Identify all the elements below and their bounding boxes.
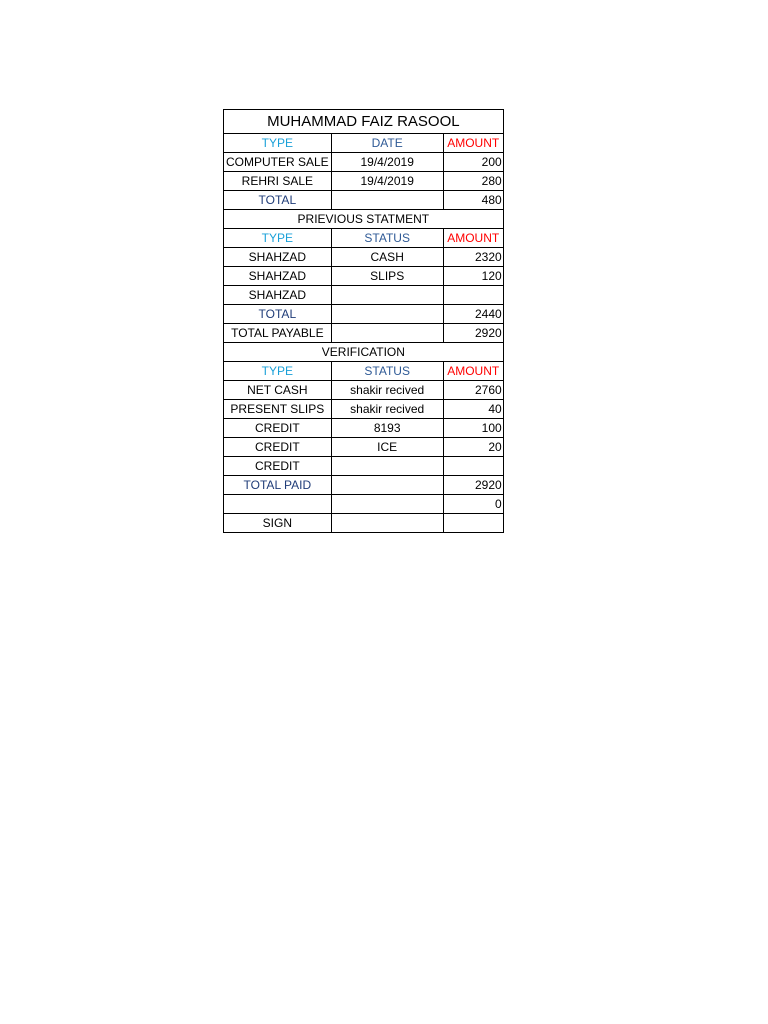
cell-status: SLIPS <box>331 267 443 286</box>
table-row <box>224 172 504 191</box>
sheet-title: MUHAMMAD FAIZ RASOOL <box>224 110 504 134</box>
previous-section-title: PRIEVIOUS STATMENT <box>224 210 504 229</box>
empty-cell <box>443 514 503 533</box>
cell-status <box>331 457 443 476</box>
section-title-row <box>224 210 504 229</box>
table-row <box>224 400 504 419</box>
cell-amount <box>443 457 503 476</box>
header-date: DATE <box>331 134 443 153</box>
empty-cell <box>331 191 443 210</box>
cell-amount: 120 <box>443 267 503 286</box>
header-type: TYPE <box>224 229 332 248</box>
cell-amount: 40 <box>443 400 503 419</box>
cell-status: shakir recived <box>331 381 443 400</box>
sales-header-row <box>224 134 504 153</box>
total-paid-label: TOTAL PAID <box>224 476 332 495</box>
table-row <box>224 381 504 400</box>
header-type: TYPE <box>224 134 332 153</box>
table-row <box>224 438 504 457</box>
table-row <box>224 419 504 438</box>
total-value: 2440 <box>443 305 503 324</box>
table-row <box>224 267 504 286</box>
cell-status: shakir recived <box>331 400 443 419</box>
sign-field <box>331 514 443 533</box>
total-label: TOTAL <box>224 191 332 210</box>
total-payable-value: 2920 <box>443 324 503 343</box>
cell-type: CREDIT <box>224 457 332 476</box>
total-label: TOTAL <box>224 305 332 324</box>
total-payable-label: TOTAL PAYABLE <box>224 324 332 343</box>
header-type: TYPE <box>224 362 332 381</box>
empty-cell <box>331 305 443 324</box>
total-value: 480 <box>443 191 503 210</box>
empty-cell <box>224 495 332 514</box>
total-payable-row <box>224 324 504 343</box>
header-status: STATUS <box>331 362 443 381</box>
sign-row <box>224 514 504 533</box>
cell-date: 19/4/2019 <box>331 153 443 172</box>
table-row <box>224 153 504 172</box>
cell-status <box>331 286 443 305</box>
cell-type: COMPUTER SALE <box>224 153 332 172</box>
header-amount: AMOUNT <box>443 134 503 153</box>
cell-amount: 20 <box>443 438 503 457</box>
cell-type: SHAHZAD <box>224 267 332 286</box>
header-amount: AMOUNT <box>443 362 503 381</box>
cell-amount: 2760 <box>443 381 503 400</box>
cell-amount: 280 <box>443 172 503 191</box>
cell-status: CASH <box>331 248 443 267</box>
verification-header-row <box>224 362 504 381</box>
cell-amount: 200 <box>443 153 503 172</box>
table-row <box>224 286 504 305</box>
table-row <box>224 248 504 267</box>
sales-total-row <box>224 191 504 210</box>
cell-amount: 100 <box>443 419 503 438</box>
empty-cell <box>331 495 443 514</box>
cell-type: NET CASH <box>224 381 332 400</box>
previous-header-row <box>224 229 504 248</box>
cell-type: CREDIT <box>224 438 332 457</box>
total-paid-value: 2920 <box>443 476 503 495</box>
header-status: STATUS <box>331 229 443 248</box>
cell-amount <box>443 286 503 305</box>
cell-type: SHAHZAD <box>224 248 332 267</box>
balance-value: 0 <box>443 495 503 514</box>
cell-status: 8193 <box>331 419 443 438</box>
cell-type: CREDIT <box>224 419 332 438</box>
section-title-row <box>224 343 504 362</box>
cell-date: 19/4/2019 <box>331 172 443 191</box>
statement-sheet <box>223 109 504 533</box>
table-row <box>224 457 504 476</box>
cell-status: ICE <box>331 438 443 457</box>
cell-type: SHAHZAD <box>224 286 332 305</box>
sign-label: SIGN <box>224 514 332 533</box>
cell-type: REHRI SALE <box>224 172 332 191</box>
previous-total-row <box>224 305 504 324</box>
empty-cell <box>331 324 443 343</box>
verification-section-title: VERIFICATION <box>224 343 504 362</box>
balance-row <box>224 495 504 514</box>
total-paid-row <box>224 476 504 495</box>
title-row <box>224 110 504 134</box>
cell-amount: 2320 <box>443 248 503 267</box>
header-amount: AMOUNT <box>443 229 503 248</box>
cell-type: PRESENT SLIPS <box>224 400 332 419</box>
empty-cell <box>331 476 443 495</box>
